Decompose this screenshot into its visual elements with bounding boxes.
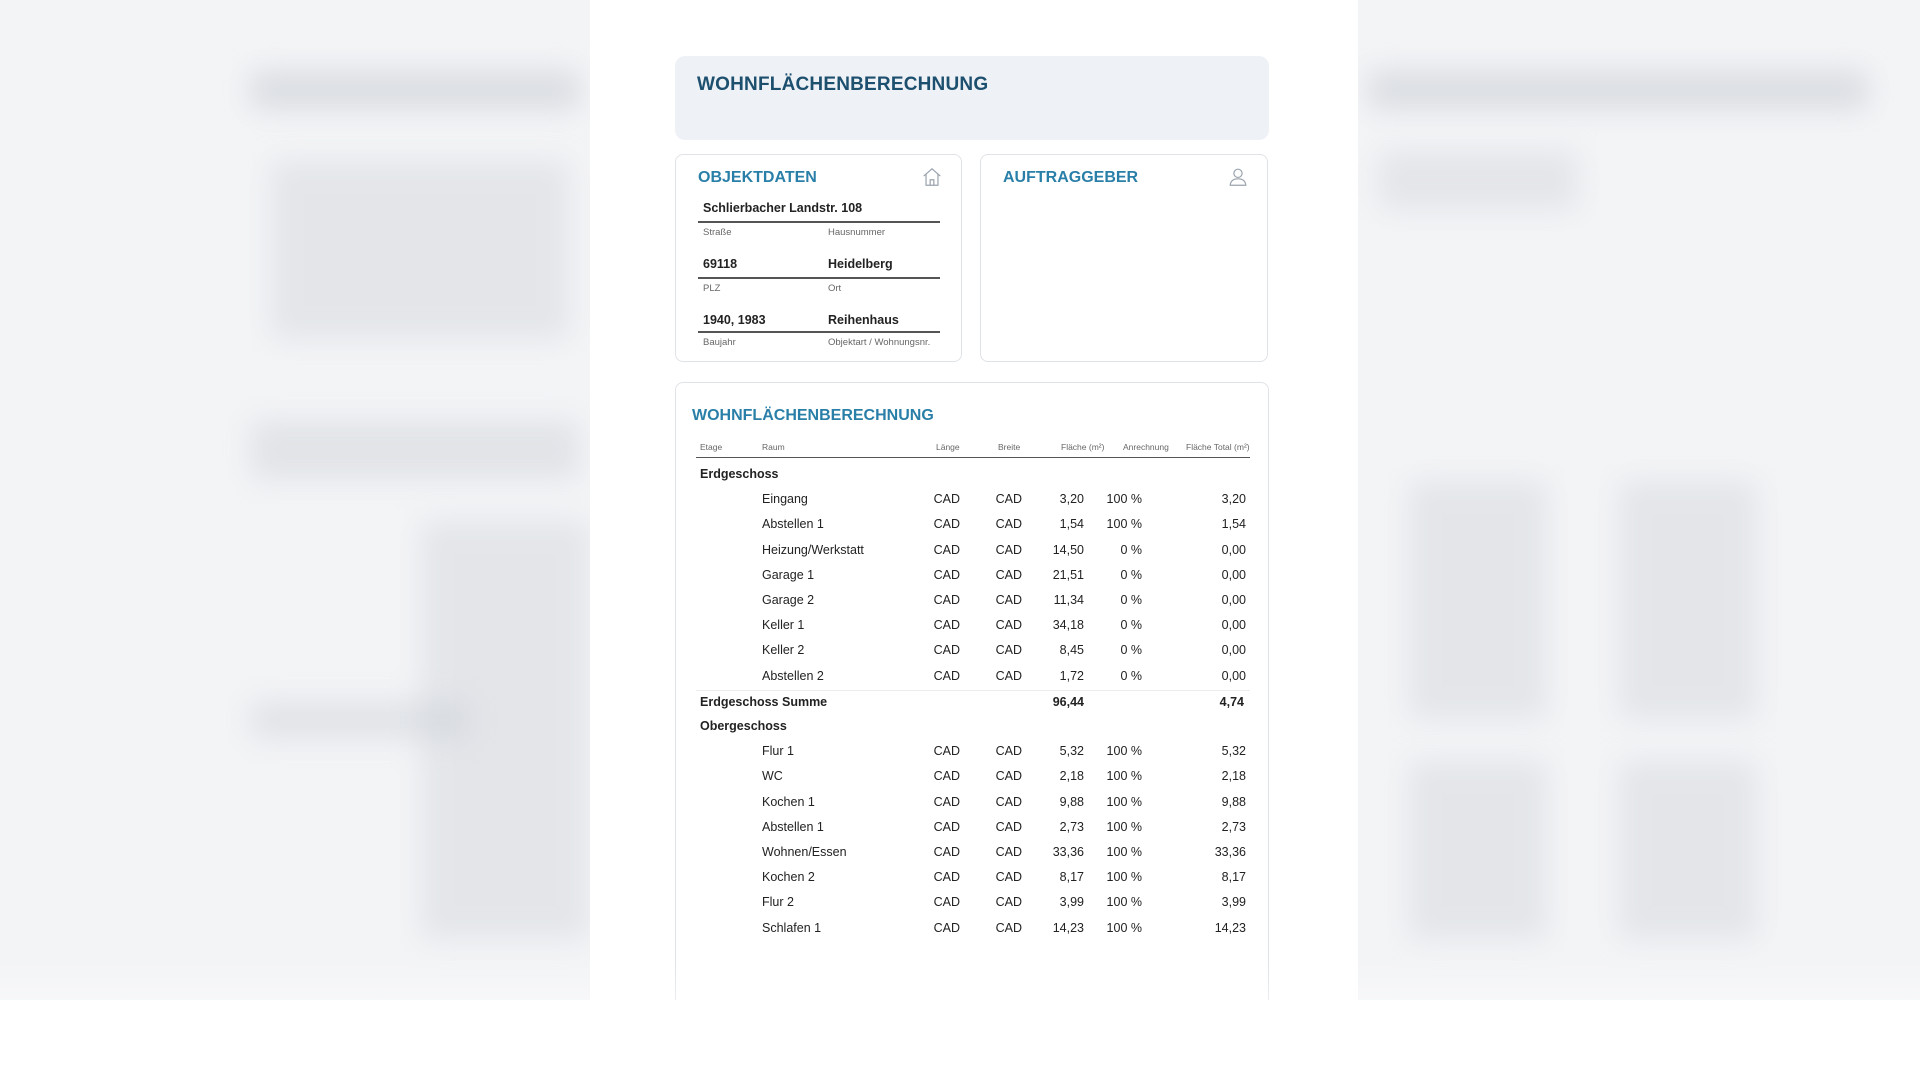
section-heading [696, 715, 1250, 739]
col-flaeche-total: Fläche Total (m²) [1186, 442, 1250, 452]
cell-flaeche: 5,32 [1059, 744, 1084, 759]
cell-laenge: CAD [933, 920, 960, 935]
cell-anrechnung: 0 % [1120, 668, 1142, 683]
cell-anrechnung: 100 % [1106, 920, 1142, 935]
col-etage: Etage [700, 442, 723, 452]
blurred-backdrop-left [0, 0, 590, 1000]
table-row [696, 614, 1250, 638]
cell-anrechnung: 0 % [1120, 618, 1142, 633]
cell-total: 2,18 [1221, 769, 1246, 784]
user-icon [1227, 166, 1249, 188]
cell-raum: WC [762, 769, 783, 784]
cell-flaeche: 21,51 [1052, 567, 1084, 582]
cell-anrechnung: 0 % [1120, 542, 1142, 557]
cell-breite: CAD [995, 870, 1022, 885]
cell-laenge: CAD [933, 618, 960, 633]
cell-raum: Abstellen 1 [762, 819, 824, 834]
section-heading [696, 463, 1250, 487]
cell-breite: CAD [995, 517, 1022, 532]
col-anrechnung: Anrechnung [1123, 442, 1169, 452]
cell-breite: CAD [995, 542, 1022, 557]
table-row [696, 791, 1250, 815]
cell-breite: CAD [995, 593, 1022, 607]
header-card [675, 56, 1269, 140]
cell-anrechnung: 100 % [1106, 819, 1142, 834]
table-row [696, 564, 1250, 588]
cell-raum: Abstellen 1 [762, 517, 824, 532]
cell-raum: Heizung/Werkstatt [762, 542, 864, 557]
section-name: Obergeschoss [700, 719, 787, 733]
cell-total: 0,00 [1221, 668, 1246, 683]
field-underline [698, 277, 940, 279]
cell-laenge: CAD [933, 744, 960, 759]
strasse-value: Schlierbacher Landstr. 108 [703, 201, 863, 215]
blurred-backdrop-right [1358, 0, 1920, 1000]
cell-breite: CAD [995, 794, 1022, 809]
cell-anrechnung: 100 % [1106, 845, 1142, 859]
cell-laenge: CAD [933, 517, 960, 532]
cell-laenge: CAD [933, 895, 960, 910]
table-row [696, 513, 1250, 537]
cell-flaeche: 1,72 [1059, 668, 1084, 683]
cell-raum: Wohnen/Essen [762, 845, 847, 859]
cell-breite: CAD [995, 769, 1022, 784]
col-laenge: Länge [936, 442, 960, 452]
cell-flaeche: 8,45 [1059, 643, 1084, 658]
cell-anrechnung: 100 % [1106, 895, 1142, 910]
cell-anrechnung: 0 % [1120, 643, 1142, 658]
auftraggeber-title: AUFTRAGGEBER [1003, 169, 1139, 186]
cell-anrechnung: 0 % [1120, 567, 1142, 582]
table-row [696, 816, 1250, 840]
cell-flaeche: 1,54 [1059, 517, 1084, 532]
cell-flaeche: 14,23 [1052, 920, 1084, 935]
table-row [696, 665, 1250, 689]
cell-total: 3,20 [1221, 492, 1246, 507]
cell-total: 8,17 [1221, 870, 1246, 885]
col-breite: Breite [998, 442, 1021, 452]
cell-laenge: CAD [933, 542, 960, 557]
cell-total: 1,54 [1221, 517, 1246, 532]
cell-total: 3,99 [1221, 895, 1246, 910]
cell-total: 0,00 [1221, 593, 1246, 607]
cell-anrechnung: 100 % [1106, 744, 1142, 759]
cell-breite: CAD [995, 643, 1022, 658]
cell-flaeche: 3,99 [1059, 895, 1084, 910]
cell-total: 0,00 [1221, 643, 1246, 658]
cell-total: 0,00 [1221, 542, 1246, 557]
cell-total: 14,23 [1214, 920, 1246, 935]
plz-value: 69118 [703, 257, 738, 271]
cell-flaeche: 9,88 [1059, 794, 1084, 809]
objektdaten-card [675, 154, 962, 362]
cell-flaeche: 2,73 [1059, 819, 1084, 834]
cell-total: 0,00 [1221, 567, 1246, 582]
cell-flaeche: 8,17 [1059, 870, 1084, 885]
table-row [696, 841, 1250, 865]
plz-label: PLZ [703, 283, 721, 294]
table-row [696, 917, 1250, 941]
cell-raum: Flur 2 [762, 895, 794, 910]
field-underline [698, 221, 940, 223]
cell-laenge: CAD [933, 593, 960, 607]
objektart-label: Objektart / Wohnungsnr. [828, 337, 931, 348]
cell-anrechnung: 100 % [1106, 492, 1142, 507]
col-raum: Raum [762, 442, 785, 452]
hausnummer-label: Hausnummer [828, 227, 886, 238]
strasse-label: Straße [703, 227, 732, 238]
cell-total: 33,36 [1214, 845, 1246, 859]
area-table-card [675, 382, 1269, 1000]
baujahr-label: Baujahr [703, 337, 736, 348]
table-header [696, 441, 1250, 458]
cell-flaeche: 3,20 [1059, 492, 1084, 507]
cell-raum: Garage 1 [762, 567, 815, 582]
summary-flaeche: 96,44 [1052, 694, 1084, 709]
table-title: WOHNFLÄCHENBERECHNUNG [692, 407, 934, 424]
cell-laenge: CAD [933, 567, 960, 582]
cell-laenge: CAD [933, 769, 960, 784]
cell-raum: Keller 1 [762, 618, 805, 633]
cell-total: 9,88 [1221, 794, 1246, 809]
objektdaten-title: OBJEKTDATEN [698, 169, 817, 186]
table-row [696, 589, 1250, 613]
cell-flaeche: 34,18 [1052, 618, 1084, 633]
cell-laenge: CAD [933, 492, 960, 507]
page-title: WOHNFLÄCHENBERECHNUNG [697, 74, 989, 95]
cell-raum: Abstellen 2 [762, 668, 824, 683]
cell-flaeche: 33,36 [1052, 845, 1084, 859]
section-name: Erdgeschoss [700, 467, 779, 481]
cell-total: 5,32 [1221, 744, 1246, 759]
document-page [590, 0, 1358, 1000]
cell-flaeche: 14,50 [1052, 542, 1084, 557]
cell-anrechnung: 100 % [1106, 870, 1142, 885]
cell-breite: CAD [995, 618, 1022, 633]
cell-laenge: CAD [933, 794, 960, 809]
cell-flaeche: 11,34 [1053, 593, 1084, 607]
table-row [696, 539, 1250, 563]
cell-raum: Eingang [762, 492, 808, 507]
section-summary-row [696, 690, 1250, 715]
bottom-fade [0, 960, 1920, 1080]
cell-anrechnung: 100 % [1106, 517, 1142, 532]
cell-laenge: CAD [933, 668, 960, 683]
cell-breite: CAD [995, 895, 1022, 910]
cell-breite: CAD [995, 819, 1022, 834]
cell-breite: CAD [995, 744, 1022, 759]
cell-raum: Schlafen 1 [762, 920, 822, 935]
cell-breite: CAD [995, 492, 1022, 507]
summary-label: Erdgeschoss Summe [700, 694, 828, 709]
cell-laenge: CAD [933, 845, 960, 859]
summary-total: 4,74 [1219, 694, 1244, 709]
cell-raum: Flur 1 [762, 744, 794, 759]
cell-laenge: CAD [933, 819, 960, 834]
cell-laenge: CAD [933, 643, 960, 658]
table-row [696, 891, 1250, 915]
cell-breite: CAD [995, 567, 1022, 582]
cell-anrechnung: 100 % [1106, 769, 1142, 784]
cell-breite: CAD [995, 920, 1022, 935]
table-row [696, 866, 1250, 890]
cell-total: 2,73 [1221, 819, 1246, 834]
field-underline [698, 331, 940, 333]
cell-flaeche: 2,18 [1059, 769, 1084, 784]
ort-label: Ort [828, 283, 842, 294]
cell-laenge: CAD [933, 870, 960, 885]
cell-raum: Kochen 1 [762, 794, 815, 809]
objektart-value: Reihenhaus [828, 313, 899, 327]
cell-raum: Keller 2 [762, 643, 805, 658]
cell-raum: Kochen 2 [762, 870, 815, 885]
cell-anrechnung: 0 % [1120, 593, 1142, 607]
baujahr-value: 1940, 1983 [703, 313, 766, 327]
table-row [696, 765, 1250, 789]
home-icon [921, 166, 943, 188]
cell-breite: CAD [995, 845, 1022, 859]
col-flaeche: Fläche (m²) [1061, 442, 1105, 452]
auftraggeber-card [980, 154, 1268, 362]
cell-total: 0,00 [1221, 618, 1246, 633]
cell-breite: CAD [995, 668, 1022, 683]
table-row [696, 639, 1250, 663]
table-row [696, 740, 1250, 764]
cell-raum: Garage 2 [762, 593, 815, 607]
cell-anrechnung: 100 % [1106, 794, 1142, 809]
ort-value: Heidelberg [828, 257, 893, 271]
table-row [696, 488, 1250, 512]
